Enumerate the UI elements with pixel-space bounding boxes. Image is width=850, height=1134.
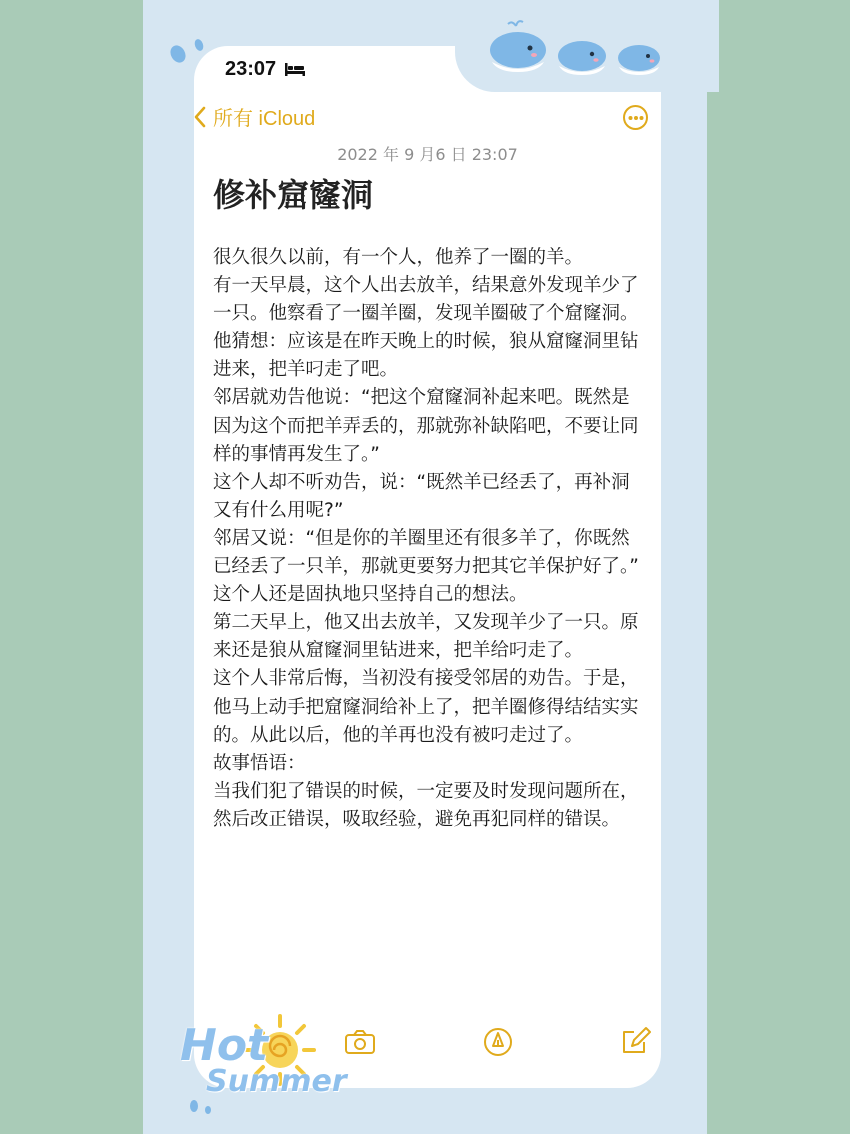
camera-button[interactable] <box>344 1026 376 1058</box>
bed-icon <box>284 61 306 77</box>
note-toolbar <box>194 1022 661 1062</box>
status-time: 23:07 <box>225 57 277 80</box>
compose-button[interactable] <box>620 1026 652 1058</box>
note-title: 修补窟窿洞 <box>213 176 374 214</box>
status-bar <box>225 55 306 83</box>
camera-icon <box>344 1026 376 1058</box>
note-paragraph: 当我们犯了错误的时候，一定要及时发现问题所在，然后改正错误，吸取经验，避免再犯同样的错误。 <box>213 780 639 830</box>
note-paragraph: 有一天早晨，这个人出去放羊，结果意外发现羊少了一只。他察看了一圈羊圈，发现羊圈破了个窟窿洞。他猜想：应该是在昨天晚上的时候，狼从窟窿洞里钻进来，把羊叼走了吧。 <box>213 275 639 381</box>
note-paragraph: 这个人却不听劝告，说：“既然羊已经丢了，再补洞又有什么用呢?” <box>213 471 630 521</box>
whale-small-icon <box>618 45 660 75</box>
back-button-label: 所有 iCloud <box>213 108 316 130</box>
note-paragraph: 第二天早上，他又出去放羊，又发现羊少了一只。原来还是狼从窟窿洞里钻进来，把羊给叼走了。 <box>213 612 639 662</box>
note-paragraph: 故事悟语： <box>213 752 306 774</box>
whale-large-icon <box>490 21 546 72</box>
compose-icon <box>620 1026 652 1058</box>
pen-circle-icon <box>482 1026 514 1058</box>
note-paragraph: 邻居又说：“但是你的羊圈里还有很多羊了，你既然已经丢了一只羊，那就更要努力把其它羊保护好了。” <box>213 527 639 578</box>
back-button[interactable] <box>193 102 315 131</box>
sticker-text-summer: Summer <box>206 1064 347 1099</box>
note-nav-bar <box>193 102 653 132</box>
sticker-drops-icon <box>186 1096 216 1118</box>
sticker-text-hot: Hot <box>180 1020 269 1071</box>
more-options-button[interactable] <box>623 105 648 130</box>
note-paragraph: 很久很久以前，有一个人，他养了一圈的羊。 <box>213 247 584 268</box>
ellipsis-circle-icon <box>628 115 644 121</box>
note-paragraph: 这个人非常后悔，当初没有接受邻居的劝告。于是，他马上动手把窟窿洞给补上了，把羊圈修得结结实实的。从此以后，他的羊再也没有被叼走过了。 <box>213 668 639 746</box>
whales-decoration <box>486 18 666 80</box>
note-body[interactable] <box>213 244 645 834</box>
markup-button[interactable] <box>482 1026 514 1058</box>
note-paragraph: 这个人还是固执地只坚持自己的想法。 <box>213 584 528 606</box>
note-paragraph: 邻居就劝告他说：“把这个窟窿洞补起来吧。既然是因为这个而把羊弄丢的，那就弥补缺陷吧，不要让同样的事情再发生了。” <box>213 387 639 465</box>
whale-medium-icon <box>558 41 606 75</box>
note-date: 2022 年 9 月6 日 23:07 <box>337 145 518 164</box>
chevron-left-icon <box>193 105 207 129</box>
